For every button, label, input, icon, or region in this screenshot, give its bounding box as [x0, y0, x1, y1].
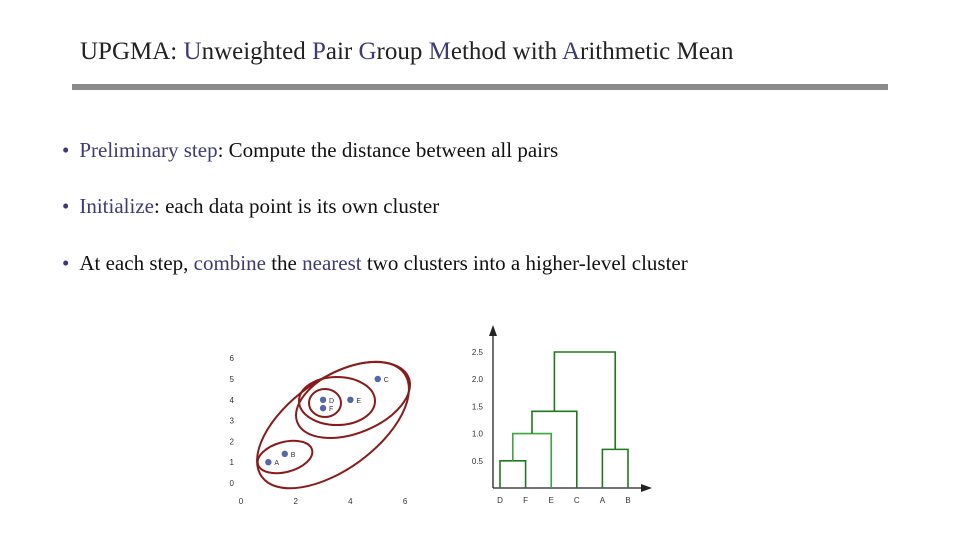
- x-tick-label: 0: [238, 497, 244, 506]
- title-underline: [72, 84, 888, 90]
- bullet-keyword: nearest: [302, 251, 362, 275]
- point-label: A: [274, 460, 280, 468]
- point-label: D: [329, 397, 335, 405]
- y-tick-label: 3: [229, 416, 234, 426]
- point-a: [265, 459, 271, 465]
- y-tick-label: 4: [229, 395, 234, 405]
- bullet-text: At each step,: [79, 251, 194, 275]
- x-axis-arrow-icon: [641, 484, 652, 492]
- point-label: B: [290, 451, 296, 459]
- y-axis-arrow-icon: [489, 325, 497, 336]
- point-c: [375, 376, 381, 382]
- point-label: F: [329, 406, 334, 414]
- bullet-keyword: combine: [193, 251, 266, 275]
- y-tick-label: 5: [229, 375, 234, 384]
- point-f: [320, 405, 326, 411]
- leaf-label: B: [625, 496, 631, 505]
- bullet-item: [62, 251, 688, 276]
- bullet-dot: •: [62, 251, 70, 275]
- y-tick-label: 1.5: [471, 402, 483, 412]
- cluster-ellipse-all: [235, 340, 430, 513]
- bullet-item: [62, 194, 439, 219]
- bullet-keyword: Initialize: [79, 194, 154, 218]
- bullet-text: two clusters into a higher-level cluster: [361, 251, 688, 275]
- y-tick-label: 1: [229, 458, 234, 468]
- leaf-label: D: [497, 496, 503, 505]
- y-tick-label: 1.0: [471, 429, 483, 439]
- leaf-label: F: [523, 496, 529, 505]
- title-part: roup: [376, 38, 429, 65]
- dendrogram-chart: [455, 318, 670, 514]
- leaf-label: A: [599, 496, 606, 505]
- point-d: [320, 397, 326, 403]
- dendrogram-merge: [602, 449, 628, 488]
- point-label: E: [356, 397, 362, 405]
- dendrogram-merge: [554, 352, 615, 449]
- title-part: M: [428, 38, 451, 65]
- y-tick-label: 2.5: [471, 348, 483, 357]
- title-part: A: [561, 38, 581, 65]
- bullet-text: the: [265, 251, 303, 275]
- leaf-label: C: [573, 496, 580, 505]
- bullet-item: [62, 138, 558, 163]
- slide-title: [80, 38, 733, 66]
- bullet-dot: •: [62, 194, 70, 218]
- title-part: UPGMA:: [80, 38, 184, 65]
- x-tick-label: 4: [348, 497, 353, 506]
- y-tick-label: 0.5: [471, 456, 483, 466]
- point-label: C: [383, 377, 389, 384]
- title-part: air: [325, 38, 359, 65]
- x-tick-label: 6: [402, 497, 408, 506]
- dendrogram-merge: [500, 461, 526, 488]
- cluster-ellipse-dfe: [299, 377, 375, 425]
- bullet-keyword: Preliminary step: [79, 138, 218, 162]
- y-tick-label: 0: [229, 479, 234, 488]
- point-b: [282, 451, 288, 457]
- dendrogram-merge: [532, 411, 577, 488]
- title-part: U: [183, 38, 202, 65]
- title-part: rithmetic Mean: [580, 38, 734, 65]
- title-part: P: [311, 38, 326, 65]
- title-part: ethod with: [450, 38, 562, 65]
- y-tick-label: 2.0: [471, 375, 483, 385]
- y-tick-label: 6: [229, 354, 234, 364]
- y-tick-label: 2: [229, 437, 234, 447]
- leaf-label: E: [548, 496, 554, 505]
- cluster-ellipse-df: [309, 389, 341, 417]
- point-e: [347, 397, 353, 403]
- bullet-text: : each data point is its own cluster: [154, 194, 440, 218]
- title-part: nweighted: [201, 38, 312, 65]
- x-tick-label: 2: [293, 497, 298, 506]
- bullet-dot: •: [62, 138, 70, 162]
- cluster-scatter-plot: [215, 340, 440, 515]
- bullet-text: : Compute the distance between all pairs: [217, 138, 559, 162]
- title-part: G: [358, 38, 377, 65]
